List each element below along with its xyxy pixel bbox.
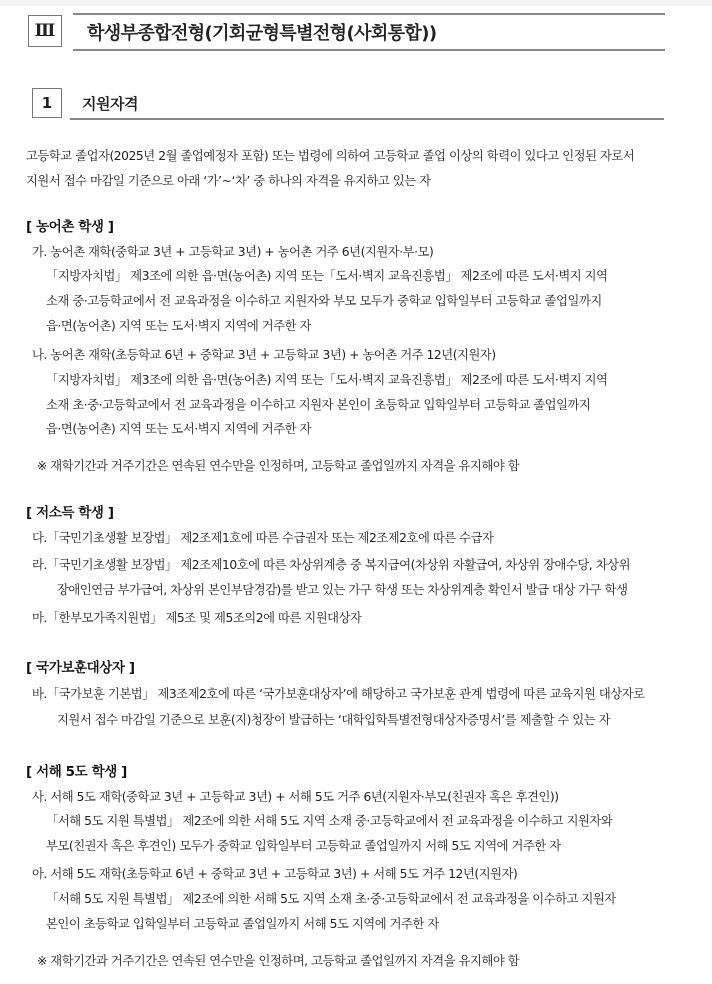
chapter-title: 학생부종합전형(기회균형특별전형(사회통합)) — [73, 13, 665, 51]
item-body: 「서해 5도 지원 특별법」 제2조에 의한 서해 5도 지역 소재 초·중·고등학교에서 전 교육과정을 이수하고 지원자 — [46, 892, 616, 906]
item-body: 장애인연금 부가급여, 차상위 본인부담경감)를 받고 있는 가구 학생 또는 차상위계층 확인서 발급 대상 가구 학생 — [57, 583, 628, 597]
item-head: 나. 농어촌 재학(초등학교 6년 + 중학교 3년 + 고등학교 3년) + 농어촌 거주 12년(지원자) — [32, 348, 496, 362]
item-body: 「지방자치법」 제3조에 의한 읍·면(농어촌) 지역 또는「도서·벽지 교육진흥법」 제2조에 따른 도서·벽지 지역 — [46, 373, 608, 387]
item-head: 사. 서해 5도 재학(중학교 3년 + 고등학교 3년) + 서해 5도 거주 6년(지원자·부모(친권자 혹은 후견인)) — [32, 790, 559, 804]
item-body: 소재 중·고등학교에서 전 교육과정을 이수하고 지원자와 부모 모두가 중학교 입학일부터 고등학교 졸업일까지 — [46, 294, 602, 308]
item-head: 아. 서해 5도 재학(초등학교 6년 + 중학교 3년 + 고등학교 3년) + 서해 5도 거주 12년(지원자) — [32, 867, 518, 881]
top-edge — [0, 0, 712, 6]
item-head: 가. 농어촌 재학(중학교 3년 + 고등학교 3년) + 농어촌 거주 6년(지원자·부·모) — [32, 245, 434, 259]
item-head: 라.「국민기초생활 보장법」 제2조제10호에 따른 차상위계층 중 복지급여(차상위 자활급여, 차상위 장애수당, 차상위 — [32, 558, 630, 572]
category-title: [ 농어촌 학생 ] — [26, 219, 114, 235]
category-title: [ 저소득 학생 ] — [26, 505, 114, 521]
category-title: [ 국가보훈대상자 ] — [26, 660, 135, 676]
item-head: 다.「국민기초생활 보장법」 제2조제1호에 따른 수급권자 또는 제2조제2호에 따른 수급자 — [32, 531, 494, 545]
section-number-box: 1 — [32, 88, 62, 118]
item-body: 읍·면(농어촌) 지역 또는 도서·벽지 지역에 거주한 자 — [46, 422, 311, 436]
item-body: 「지방자치법」 제3조에 의한 읍·면(농어촌) 지역 또는「도서·벽지 교육진흥법」 제2조에 따른 도서·벽지 지역 — [46, 269, 608, 283]
section-title: 지원자격 — [70, 88, 664, 120]
item-body: 본인이 초등학교 입학일부터 고등학교 졸업일까지 서해 5도 지역에 거주한 자 — [46, 917, 439, 931]
item-body: 읍·면(농어촌) 지역 또는 도서·벽지 지역에 거주한 자 — [46, 319, 311, 333]
note: ※ 재학기간과 거주기간은 연속된 연수만을 인정하며, 고등학교 졸업일까지 자격을 유지해야 함 — [37, 459, 520, 473]
item-body: 「서해 5도 지원 특별법」 제2조에 의한 서해 5도 지역 소재 중·고등학교에서 전 교육과정을 이수하고 지원자와 — [46, 814, 613, 828]
chapter-number-box: Ⅲ — [28, 15, 62, 47]
intro-line: 지원서 접수 마감일 기준으로 아래 ‘가’~‘차’ 중 하나의 자격을 유지하고 있는 자 — [26, 174, 431, 188]
item-body: 지원서 접수 마감일 기준으로 보훈(지)청장이 발급하는 ‘대학입학특별전형대상자증명서’를 제출할 수 있는 자 — [57, 713, 611, 727]
note: ※ 재학기간과 거주기간은 연속된 연수만을 인정하며, 고등학교 졸업일까지 자격을 유지해야 함 — [37, 954, 520, 968]
item-head: 마.「한부모가족지원법」 제5조 및 제5조의2에 따른 지원대상자 — [32, 611, 362, 625]
category-title: [ 서해 5도 학생 ] — [26, 764, 127, 780]
item-head: 바.「국가보훈 기본법」 제3조제2호에 따른 ‘국가보훈대상자’에 해당하고 국가보훈 관계 법령에 따른 교육지원 대상자로 — [32, 687, 645, 701]
item-body: 소재 초·중·고등학교에서 전 교육과정을 이수하고 지원자 본인이 초등학교 입학일부터 고등학교 졸업일까지 — [46, 398, 591, 412]
item-body: 부모(친권자 혹은 후견인) 모두가 중학교 입학일부터 고등학교 졸업일까지 서해 5도 지역에 거주한 자 — [46, 839, 561, 853]
intro-line: 고등학교 졸업자(2025년 2월 졸업예정자 포함) 또는 법령에 의하여 고등학교 졸업 이상의 학력이 있다고 인정된 자로서 — [26, 149, 635, 163]
